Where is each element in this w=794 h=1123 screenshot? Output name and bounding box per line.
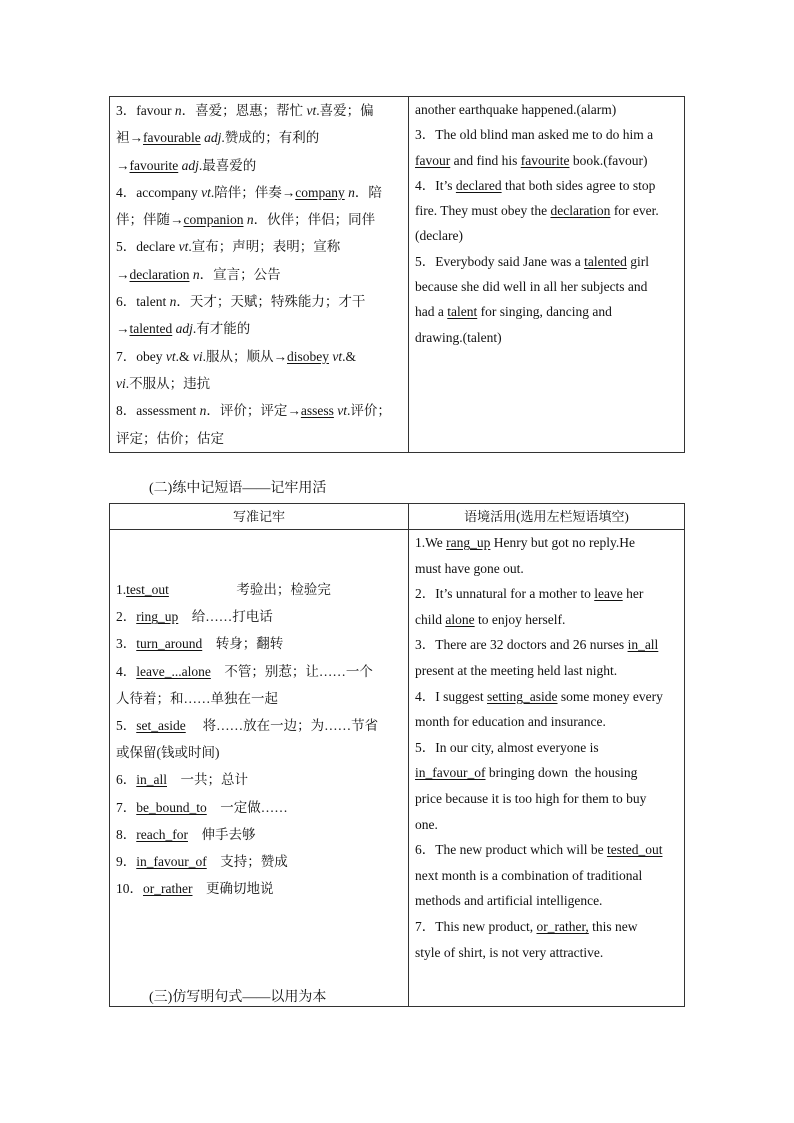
text-line xyxy=(116,233,402,260)
part-of-speech: vt xyxy=(332,348,343,364)
text-segment: and find his xyxy=(450,152,521,168)
word-forms-column xyxy=(110,97,409,453)
answer-blank: leave xyxy=(594,586,623,602)
text-line xyxy=(116,576,402,603)
phrase-usage-column xyxy=(409,530,685,1007)
text-line xyxy=(116,712,402,739)
text-line xyxy=(415,863,678,889)
text-segment: ．伙伴；伴侣；同伴 xyxy=(253,212,376,228)
text-segment: 5．In our city, almost everyone is xyxy=(415,739,599,755)
text-segment: 5．Everybody said Jane was a xyxy=(415,253,585,269)
text-segment: fire. They must obey the xyxy=(415,203,551,219)
text-segment: 更确切地说 xyxy=(192,881,274,897)
text-segment: drawing.(talent) xyxy=(415,329,502,345)
section-heading-phrases: (二)练中记短语——记牢用活 xyxy=(149,481,327,496)
phrase-list-lines xyxy=(116,576,402,902)
answer-blank: company xyxy=(295,184,345,200)
text-line xyxy=(415,122,678,147)
answer-blank: leave_...alone xyxy=(136,663,211,679)
answer-blank: turn_around xyxy=(136,636,203,652)
text-segment: child xyxy=(415,611,446,627)
text-segment: 考验出；检验完 xyxy=(168,582,331,597)
text-line xyxy=(415,173,678,198)
text-segment: 4．I suggest xyxy=(415,688,487,704)
text-segment: to enjoy herself. xyxy=(474,611,566,627)
text-segment: 伴；伴随→ xyxy=(116,212,184,228)
text-segment: 3．favour xyxy=(116,103,175,118)
text-line xyxy=(116,739,402,766)
text-line xyxy=(116,152,402,179)
text-line xyxy=(415,198,678,223)
text-segment: present at the meeting held last night. xyxy=(415,662,618,678)
answer-blank: assess xyxy=(300,403,334,419)
text-line xyxy=(116,875,402,902)
text-segment: 8． xyxy=(116,826,137,842)
text-line xyxy=(415,97,678,122)
text-segment: → xyxy=(116,157,130,173)
text-line xyxy=(415,786,678,812)
text-segment: 6．talent xyxy=(116,294,170,310)
answer-blank: talent xyxy=(447,304,478,320)
text-segment: 2．It’s unnatural for a mother to xyxy=(415,586,595,602)
answer-blank: or_rather, xyxy=(536,918,589,934)
text-segment: (declare) xyxy=(415,228,463,244)
text-segment: 伸手去够 xyxy=(187,826,256,842)
text-segment: .宣布；声明；表明；宣称 xyxy=(188,239,341,255)
text-segment: 给……打电话 xyxy=(178,609,273,625)
text-segment: .& xyxy=(342,348,357,364)
text-segment: Henry but got no reply.He xyxy=(490,535,635,550)
word-usage-lines xyxy=(415,97,678,350)
text-segment: methods and artificial intelligence. xyxy=(415,893,603,909)
text-segment: 10． xyxy=(116,881,143,897)
text-segment: 将……放在一边；为……节省 xyxy=(185,717,379,733)
text-line xyxy=(415,735,678,761)
text-segment: one. xyxy=(415,816,438,832)
part-of-speech: adj xyxy=(175,321,193,337)
text-line xyxy=(415,914,678,940)
text-segment: 人待着；和……单独在一起 xyxy=(116,690,278,706)
text-segment: ．喜爱；恩惠；帮忙 xyxy=(181,103,307,118)
answer-blank: favourite xyxy=(520,152,570,168)
phrases-table xyxy=(109,503,685,1007)
text-segment: 袒→ xyxy=(116,130,143,146)
text-segment: .& xyxy=(175,348,193,364)
text-line xyxy=(415,837,678,863)
section-heading-sentences: (三)仿写明句式——以用为本 xyxy=(149,990,327,1005)
answer-blank: declared xyxy=(455,177,502,193)
part-of-speech: adj xyxy=(204,130,222,146)
text-line xyxy=(116,179,402,206)
part-of-speech: n xyxy=(169,294,177,310)
text-segment: 不管；别惹；让……一个 xyxy=(210,663,373,679)
text-line xyxy=(116,821,402,848)
text-segment: 1. xyxy=(116,582,127,597)
part-of-speech: vi xyxy=(192,348,203,364)
text-segment: ．评价；评定→ xyxy=(206,403,301,419)
answer-blank: ring_up xyxy=(136,609,179,625)
part-of-speech: vt xyxy=(178,239,189,255)
text-line xyxy=(415,274,678,299)
text-segment: 7．This new product, xyxy=(415,918,537,934)
text-segment: 4． xyxy=(116,663,137,679)
text-segment: 支持；赞成 xyxy=(206,853,288,869)
text-segment: .服从；顺从→ xyxy=(202,348,288,364)
text-line xyxy=(116,97,402,124)
answer-blank: declaration xyxy=(129,266,190,282)
text-line xyxy=(116,685,402,712)
text-segment: 1.We xyxy=(415,535,447,550)
text-segment: .陪伴；伴奏→ xyxy=(210,184,296,200)
text-line xyxy=(116,261,402,288)
text-line xyxy=(116,848,402,875)
text-segment: another earthquake happened.(alarm) xyxy=(415,102,617,117)
text-line xyxy=(116,658,402,685)
text-segment: 5．declare xyxy=(116,239,179,255)
text-line xyxy=(415,888,678,914)
part-of-speech: vt xyxy=(201,184,211,200)
text-segment: 6．The new product which will be xyxy=(415,842,607,858)
text-segment: .评价； xyxy=(347,403,391,419)
vocabulary-table xyxy=(109,96,685,453)
text-segment: 8．assessment xyxy=(116,403,200,419)
text-line xyxy=(415,223,678,248)
answer-blank: declaration xyxy=(550,203,611,219)
phrases-header-right: 语境活用(选用左栏短语填空) xyxy=(409,504,685,530)
part-of-speech: vi xyxy=(116,375,126,391)
text-segment: ．天才；天赋；特殊能力；才干 xyxy=(176,294,366,310)
text-line xyxy=(415,812,678,838)
answer-blank: setting_aside xyxy=(487,688,558,704)
text-line xyxy=(415,556,678,582)
text-line xyxy=(415,684,678,710)
part-of-speech: vt xyxy=(306,103,317,118)
text-segment: her xyxy=(622,586,644,602)
answer-blank: in_favour_of xyxy=(415,765,486,781)
phrase-list-column xyxy=(110,530,409,1007)
text-segment: ．陪 xyxy=(354,184,382,200)
text-segment: 5． xyxy=(116,717,137,733)
text-line xyxy=(415,325,678,350)
text-segment: 或保留(钱或时间) xyxy=(116,745,220,761)
text-line xyxy=(116,397,402,424)
word-usage-column xyxy=(409,97,685,453)
part-of-speech: n xyxy=(199,403,207,419)
text-segment: .喜爱；偏 xyxy=(316,103,374,118)
text-segment: 4．accompany xyxy=(116,184,202,200)
text-line xyxy=(116,124,402,151)
text-segment: → xyxy=(116,266,130,282)
text-segment: style of shirt, is not very attractive. xyxy=(415,944,604,960)
text-segment: book.(favour) xyxy=(569,152,648,168)
text-segment: 3．The old blind man asked me to do him a xyxy=(415,127,654,143)
part-of-speech: n xyxy=(246,212,254,228)
text-segment: 4．It’s xyxy=(415,177,456,193)
answer-blank: companion xyxy=(183,212,244,228)
part-of-speech: vt xyxy=(337,403,347,419)
text-segment: month for education and insurance. xyxy=(415,714,606,730)
text-segment: 评定；估价；估定 xyxy=(116,430,224,446)
text-line xyxy=(415,760,678,786)
text-segment: 3． xyxy=(116,636,137,652)
text-segment: this new xyxy=(588,918,638,934)
part-of-speech: n xyxy=(348,184,355,200)
word-forms-lines xyxy=(116,97,402,452)
answer-blank: alone xyxy=(445,611,475,627)
answer-blank: in_all xyxy=(627,637,659,653)
text-segment: 2． xyxy=(116,609,137,625)
text-line xyxy=(116,425,402,452)
text-line xyxy=(116,794,402,821)
text-line xyxy=(116,288,402,315)
text-segment: girl xyxy=(626,253,649,269)
text-segment: price because it is too high for them to buy xyxy=(415,790,647,806)
text-line xyxy=(415,632,678,658)
answer-blank: favourable xyxy=(143,130,201,146)
text-line xyxy=(415,249,678,274)
phrases-header-left: 写准记牢 xyxy=(110,504,409,530)
part-of-speech: adj xyxy=(181,157,199,173)
text-segment: for singing, dancing and xyxy=(477,304,612,320)
text-line xyxy=(415,148,678,173)
part-of-speech: n xyxy=(174,103,182,118)
answer-blank: rang_up xyxy=(446,535,491,550)
text-line xyxy=(415,581,678,607)
text-segment: 一共；总计 xyxy=(167,772,248,788)
text-segment: .不服从；违抗 xyxy=(125,375,211,391)
text-segment: .最喜爱的 xyxy=(198,157,257,173)
answer-blank: be_bound_to xyxy=(136,799,207,815)
text-line xyxy=(415,709,678,735)
answer-blank: in_all xyxy=(136,772,167,788)
text-segment: 6． xyxy=(116,772,137,788)
answer-blank: tested_out xyxy=(606,842,663,858)
answer-blank: in_favour_of xyxy=(136,853,207,869)
text-line xyxy=(116,630,402,657)
text-segment: bringing down the housing xyxy=(485,765,638,781)
text-line xyxy=(116,315,402,342)
text-segment: next month is a combination of traditional xyxy=(415,867,643,883)
answer-blank: favour xyxy=(415,152,451,168)
text-segment: 3．There are 32 doctors and 26 nurses xyxy=(415,637,628,653)
text-segment: 转身；翻转 xyxy=(202,636,284,652)
phrase-usage-lines xyxy=(415,530,678,965)
part-of-speech: n xyxy=(192,266,200,282)
text-line xyxy=(116,766,402,793)
text-segment: had a xyxy=(415,304,448,320)
text-segment: 7．obey xyxy=(116,348,166,364)
answer-blank: talented xyxy=(129,321,173,337)
text-segment: 一定做…… xyxy=(206,799,288,815)
answer-blank: test_out xyxy=(126,582,169,597)
text-line xyxy=(415,607,678,633)
text-line xyxy=(415,299,678,324)
answer-blank: set_aside xyxy=(136,717,186,733)
text-line xyxy=(116,370,402,397)
answer-blank: or_rather xyxy=(143,881,193,897)
text-line xyxy=(415,940,678,966)
answer-blank: disobey xyxy=(287,348,330,364)
text-segment: .赞成的；有利的 xyxy=(221,130,320,146)
answer-blank: reach_for xyxy=(136,826,188,842)
text-line xyxy=(116,206,402,233)
text-line xyxy=(116,603,402,630)
text-segment: some money every xyxy=(557,688,663,704)
answer-blank: favourite xyxy=(129,157,179,173)
text-segment: because she did well in all her subjects and xyxy=(415,279,648,295)
text-line xyxy=(415,658,678,684)
part-of-speech: vt xyxy=(165,348,176,364)
text-segment: that both sides agree to stop xyxy=(501,177,656,193)
text-segment: 9． xyxy=(116,853,137,869)
text-segment: must have gone out. xyxy=(415,560,524,576)
text-segment: 7． xyxy=(116,799,137,815)
text-segment: for ever. xyxy=(610,203,659,219)
text-segment: .有才能的 xyxy=(192,321,251,337)
text-line xyxy=(116,343,402,370)
text-segment: → xyxy=(116,321,130,337)
answer-blank: talented xyxy=(584,253,627,269)
text-segment: ．宣言；公告 xyxy=(199,266,281,282)
text-line xyxy=(415,530,678,556)
